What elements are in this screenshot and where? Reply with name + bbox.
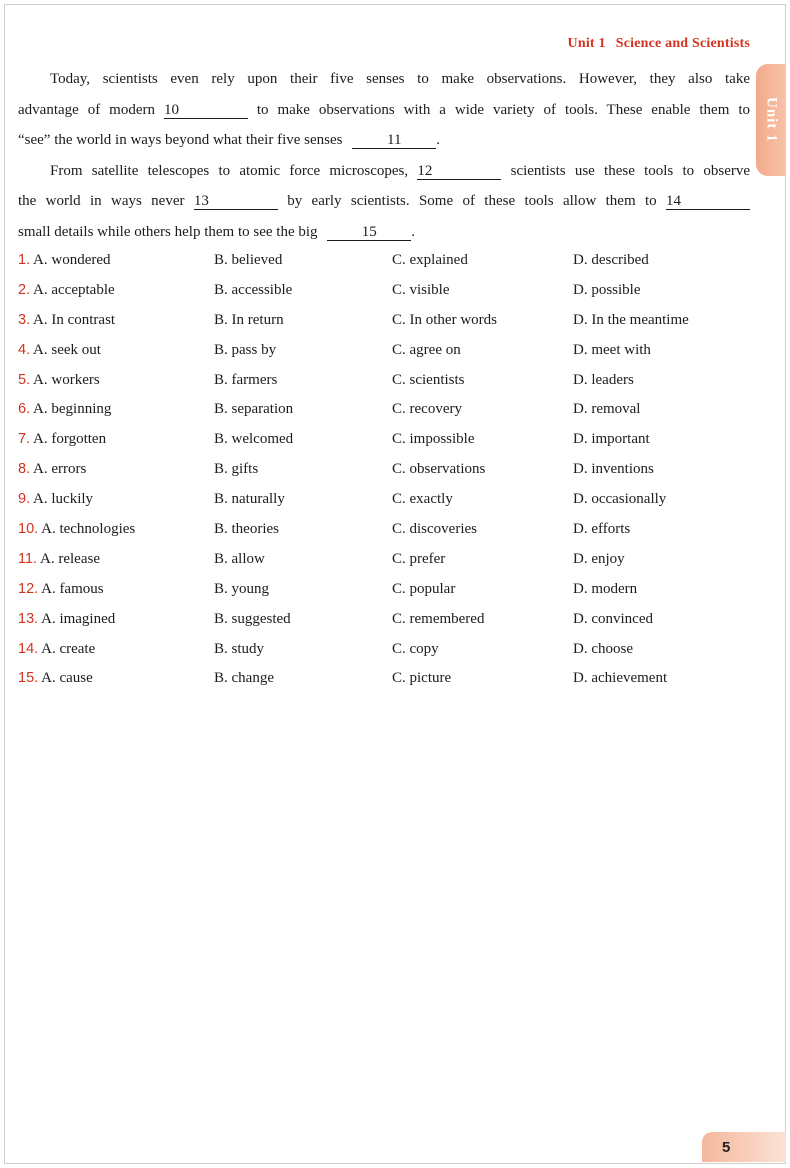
option-c[interactable]: C. exactly — [392, 491, 453, 508]
option-b[interactable]: B. gifts — [214, 461, 259, 478]
option-a[interactable] — [18, 306, 115, 336]
question-row — [18, 664, 758, 694]
question-number: 2. — [18, 281, 31, 298]
question-row — [18, 425, 758, 455]
option-a-text: A. imagined — [41, 610, 116, 627]
option-a[interactable] — [18, 276, 115, 306]
option-b[interactable]: B. welcomed — [214, 431, 294, 448]
option-c[interactable]: C. picture — [392, 670, 452, 687]
passage-line — [18, 186, 750, 217]
option-d[interactable]: D. modern — [573, 580, 638, 597]
passage-text: . — [411, 223, 416, 240]
option-b[interactable]: B. accessible — [214, 281, 293, 298]
option-a[interactable] — [18, 575, 104, 605]
option-c[interactable]: C. explained — [392, 252, 468, 268]
question-number: 3. — [18, 311, 31, 328]
option-b[interactable]: B. farmers — [214, 371, 278, 388]
passage-text: by early scientists. Some of these tools allow them to — [287, 193, 657, 209]
option-a[interactable] — [18, 455, 86, 485]
option-a-text: A. beginning — [33, 401, 112, 418]
blank-12: 12 — [417, 163, 501, 180]
option-a[interactable] — [18, 425, 106, 455]
option-c[interactable]: C. recovery — [392, 401, 462, 418]
option-b[interactable]: B. pass by — [214, 341, 277, 358]
passage-text: From satellite telescopes to atomic force microscopes, — [50, 162, 409, 179]
question-number: 10. — [18, 521, 39, 538]
blank-15: 15 — [327, 224, 411, 241]
passage-line — [18, 95, 750, 126]
question-row — [18, 306, 758, 336]
unit-header — [568, 36, 750, 52]
option-b[interactable]: B. theories — [214, 521, 279, 538]
option-a-text: A. cause — [41, 670, 93, 687]
question-number: 6. — [18, 401, 31, 418]
question-row — [18, 575, 758, 605]
passage-text: small details while others help them to see the big — [18, 223, 318, 240]
answer-options — [18, 246, 758, 694]
option-d[interactable]: D. In the meantime — [573, 311, 689, 328]
option-d[interactable]: D. choose — [573, 640, 633, 657]
option-a-text: A. luckily — [33, 491, 94, 508]
question-row — [18, 485, 758, 515]
unit-title: Science and Scientists — [615, 36, 750, 51]
question-row — [18, 545, 758, 575]
option-c[interactable]: C. visible — [392, 281, 450, 298]
option-b[interactable]: B. In return — [214, 311, 284, 328]
option-a-text: A. workers — [33, 371, 100, 388]
option-d[interactable]: D. meet with — [573, 341, 651, 358]
passage-text: the world in ways never — [18, 193, 185, 209]
question-row — [18, 276, 758, 306]
option-a[interactable] — [18, 246, 111, 276]
question-row — [18, 336, 758, 366]
passage-text: “see” the world in ways beyond what their five senses — [18, 132, 343, 148]
question-row — [18, 366, 758, 396]
option-a-text: A. release — [40, 550, 100, 567]
question-number: 13. — [18, 610, 39, 627]
option-b[interactable]: B. suggested — [214, 610, 291, 627]
option-d[interactable]: D. occasionally — [573, 491, 667, 508]
passage-text: Today, scientists even rely upon their five senses to make observations. However, they also take — [50, 71, 750, 87]
question-number: 1. — [18, 252, 31, 268]
option-a[interactable] — [18, 395, 111, 425]
option-b[interactable]: B. change — [214, 670, 274, 687]
passage-line — [18, 64, 750, 95]
option-c[interactable]: C. In other words — [392, 311, 497, 328]
question-row — [18, 246, 758, 276]
option-a-text: A. technologies — [41, 521, 136, 538]
option-a-text: A. In contrast — [33, 311, 116, 328]
option-b[interactable]: B. believed — [214, 252, 283, 268]
option-a-text: A. famous — [41, 580, 104, 597]
unit-side-tab-label: Unit 1 — [763, 97, 780, 143]
option-c[interactable]: C. remembered — [392, 610, 485, 627]
passage-text: . — [436, 132, 440, 148]
option-c[interactable]: C. scientists — [392, 371, 465, 388]
option-c[interactable]: C. impossible — [392, 431, 475, 448]
option-a[interactable] — [18, 515, 135, 545]
option-a[interactable] — [18, 664, 93, 694]
option-d[interactable]: D. convinced — [573, 610, 653, 627]
option-a-text: A. wondered — [33, 252, 111, 268]
option-b[interactable]: B. allow — [214, 550, 265, 567]
blank-10: 10 — [164, 102, 248, 119]
option-d[interactable]: D. inventions — [573, 461, 654, 478]
option-d[interactable]: D. achievement — [573, 670, 668, 687]
page-number: 5 — [722, 1138, 731, 1156]
question-number: 8. — [18, 461, 31, 478]
question-number: 4. — [18, 341, 31, 358]
question-row — [18, 395, 758, 425]
question-number: 14. — [18, 640, 39, 657]
passage-line — [18, 217, 750, 248]
blank-11: 11 — [352, 132, 436, 149]
question-row — [18, 455, 758, 485]
question-number: 7. — [18, 431, 31, 448]
question-number: 9. — [18, 491, 31, 508]
unit-side-tab — [756, 64, 786, 176]
blank-14: 14 — [666, 193, 750, 210]
option-a-text: A. acceptable — [33, 281, 115, 298]
option-a-text: A. forgotten — [33, 431, 107, 448]
option-c[interactable]: C. copy — [392, 640, 439, 657]
option-a-text: A. create — [41, 640, 96, 657]
option-a[interactable] — [18, 635, 95, 665]
option-d[interactable]: D. enjoy — [573, 550, 625, 567]
blank-13: 13 — [194, 193, 278, 210]
option-a-text: A. errors — [33, 461, 87, 478]
question-number: 11. — [18, 550, 38, 567]
option-d[interactable]: D. described — [573, 252, 649, 268]
question-number: 15. — [18, 670, 39, 687]
option-d[interactable]: D. efforts — [573, 521, 631, 538]
option-a[interactable] — [18, 605, 115, 635]
passage-line — [18, 125, 750, 156]
option-b[interactable]: B. naturally — [214, 491, 285, 508]
option-a[interactable] — [18, 366, 100, 396]
passage-text: to make observations with a wide variety of tools. These enable them to — [256, 101, 750, 118]
option-b[interactable]: B. young — [214, 580, 270, 597]
question-row — [18, 605, 758, 635]
option-a[interactable] — [18, 336, 101, 366]
option-d[interactable]: D. important — [573, 431, 650, 448]
page-number-tab — [702, 1132, 786, 1162]
option-b[interactable]: B. study — [214, 640, 265, 657]
option-c[interactable]: C. prefer — [392, 550, 446, 567]
passage-text: advantage of modern — [18, 101, 155, 118]
option-d[interactable]: D. possible — [573, 281, 641, 298]
passage-text: scientists use these tools to observe — [510, 162, 751, 179]
question-number: 5. — [18, 371, 31, 388]
option-a[interactable] — [18, 485, 93, 515]
option-a[interactable] — [18, 545, 100, 575]
option-b[interactable]: B. separation — [214, 401, 294, 418]
question-number: 12. — [18, 580, 39, 597]
option-a-text: A. seek out — [33, 341, 101, 358]
question-row — [18, 515, 758, 545]
option-d[interactable]: D. removal — [573, 401, 641, 418]
question-row — [18, 635, 758, 665]
option-c[interactable]: C. observations — [392, 461, 486, 478]
cloze-passage — [18, 64, 750, 247]
passage-line — [18, 156, 750, 187]
unit-label: Unit 1 — [567, 36, 606, 51]
option-d[interactable]: D. leaders — [573, 371, 634, 388]
option-c[interactable]: C. agree on — [392, 341, 461, 358]
option-c[interactable]: C. discoveries — [392, 521, 477, 538]
option-c[interactable]: C. popular — [392, 580, 456, 597]
